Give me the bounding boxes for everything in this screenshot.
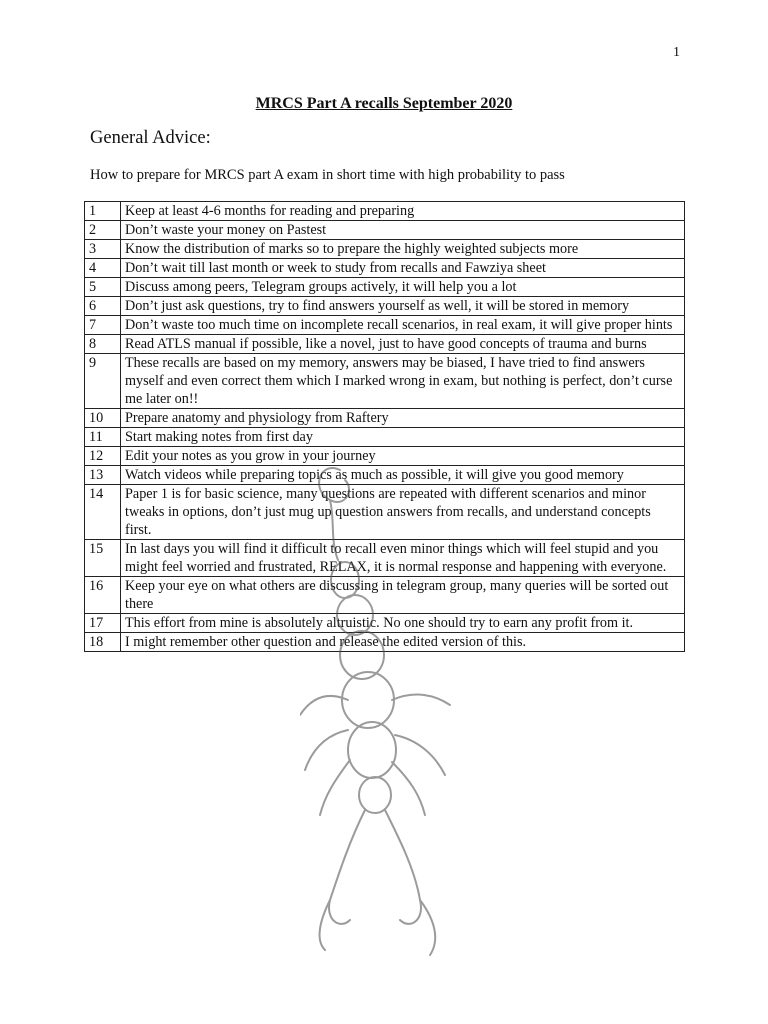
table-row	[85, 335, 685, 354]
table-row	[85, 278, 685, 297]
table-row	[85, 540, 685, 577]
advice-text: This effort from mine is absolutely altruistic. No one should try to earn any profit from it.	[121, 614, 685, 633]
advice-table	[84, 201, 685, 652]
row-number: 15	[85, 540, 121, 577]
row-number: 3	[85, 240, 121, 259]
row-number: 9	[85, 354, 121, 409]
row-number: 4	[85, 259, 121, 278]
advice-text: Edit your notes as you grow in your journey	[121, 447, 685, 466]
advice-text: Start making notes from first day	[121, 428, 685, 447]
advice-text: In last days you will find it difficult to recall even minor things which will feel stupid and you might feel worried and frustrated, RELAX, it is normal response and happening with everyone.	[121, 540, 685, 577]
table-row	[85, 447, 685, 466]
row-number: 18	[85, 633, 121, 652]
row-number: 2	[85, 221, 121, 240]
row-number: 14	[85, 485, 121, 540]
table-row	[85, 633, 685, 652]
section-heading: General Advice:	[90, 128, 211, 148]
row-number: 1	[85, 202, 121, 221]
row-number: 6	[85, 297, 121, 316]
advice-text: These recalls are based on my memory, answers may be biased, I have tried to find answers myself and even correct them which I marked wrong in exam, but nothing is perfect, don’t curse me later on!!	[121, 354, 685, 409]
row-number: 13	[85, 466, 121, 485]
table-row	[85, 240, 685, 259]
intro-text: How to prepare for MRCS part A exam in short time with high probability to pass	[90, 167, 565, 183]
table-row	[85, 354, 685, 409]
table-row	[85, 409, 685, 428]
table-row	[85, 221, 685, 240]
row-number: 17	[85, 614, 121, 633]
table-row	[85, 202, 685, 221]
advice-text: Know the distribution of marks so to prepare the highly weighted subjects more	[121, 240, 685, 259]
advice-table-body	[85, 202, 685, 652]
row-number: 10	[85, 409, 121, 428]
document-title: MRCS Part A recalls September 2020	[255, 95, 513, 112]
advice-text: Paper 1 is for basic science, many questions are repeated with different scenarios and minor tweaks in options, don’t just mug up question answers from recalls, and understand concepts first.	[121, 485, 685, 540]
row-number: 12	[85, 447, 121, 466]
page-number: 1	[673, 45, 680, 60]
advice-text: Keep your eye on what others are discussing in telegram group, many queries will be sorted out there	[121, 577, 685, 614]
table-row	[85, 466, 685, 485]
advice-text: Don’t wait till last month or week to study from recalls and Fawziya sheet	[121, 259, 685, 278]
advice-text: I might remember other question and release the edited version of this.	[121, 633, 685, 652]
advice-text: Read ATLS manual if possible, like a novel, just to have good concepts of trauma and burns	[121, 335, 685, 354]
advice-text: Discuss among peers, Telegram groups actively, it will help you a lot	[121, 278, 685, 297]
row-number: 8	[85, 335, 121, 354]
table-row	[85, 316, 685, 335]
row-number: 16	[85, 577, 121, 614]
advice-text: Prepare anatomy and physiology from Raftery	[121, 409, 685, 428]
row-number: 5	[85, 278, 121, 297]
table-row	[85, 614, 685, 633]
advice-text: Keep at least 4-6 months for reading and preparing	[121, 202, 685, 221]
advice-text: Watch videos while preparing topics as much as possible, it will give you good memory	[121, 466, 685, 485]
table-row	[85, 297, 685, 316]
table-row	[85, 577, 685, 614]
row-number: 11	[85, 428, 121, 447]
advice-text: Don’t just ask questions, try to find answers yourself as well, it will be stored in memory	[121, 297, 685, 316]
advice-text: Don’t waste your money on Pastest	[121, 221, 685, 240]
table-row	[85, 485, 685, 540]
row-number: 7	[85, 316, 121, 335]
table-row	[85, 259, 685, 278]
advice-text: Don’t waste too much time on incomplete recall scenarios, in real exam, it will give proper hints	[121, 316, 685, 335]
table-row	[85, 428, 685, 447]
